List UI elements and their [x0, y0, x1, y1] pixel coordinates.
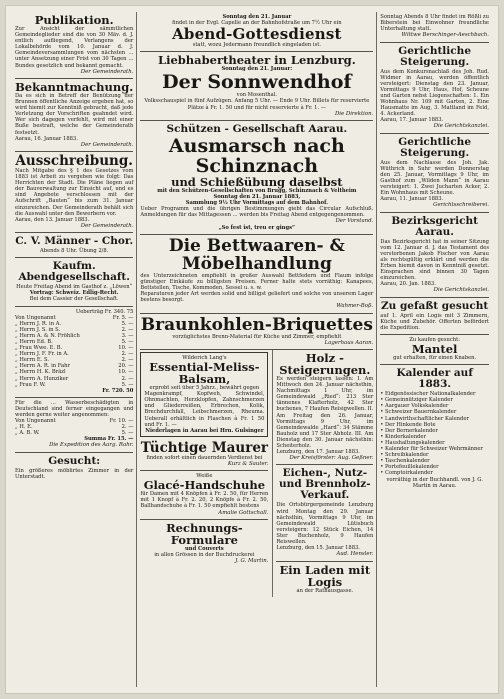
flood-row-label: Von Ungenannt	[15, 418, 56, 425]
tender-title: Ausschreibung.	[15, 153, 133, 169]
coat-title: Zu kaufen gesucht:	[409, 337, 460, 343]
flood-row-amount: 2. —	[121, 424, 134, 431]
donation-intro: Ueberträg Fr. 340. 75	[75, 308, 134, 315]
calendar-signature: vorräthig in der Buchhandl. von J. G. Martin in Aarau.	[386, 476, 483, 489]
evening-note: statt, wozu Jedermann freundlich eingeladen ist.	[192, 42, 321, 49]
calendar-title: Kalender auf 1883.	[396, 367, 473, 391]
theater-date: Sonntag den 21. Januar:	[221, 66, 293, 73]
donation-row-amount: 20. —	[118, 363, 134, 370]
inn-body: Sonntag Abends 8 Uhr findet im Rößli zu Biberstein bei Einwohner freundliche Unterhaltung statt.	[380, 14, 489, 33]
shop-sub: an der Rathausgasse.	[296, 587, 354, 594]
calendar-item: • Schreibkalender	[380, 452, 429, 459]
calendar-item: • Haushaltungskalender	[380, 439, 445, 446]
donation-row-label: „ Frau F. W.	[15, 381, 46, 388]
donation-row-amount: 2. —	[121, 375, 134, 382]
newspaper-page	[6, 6, 498, 693]
calendar-ad	[380, 365, 489, 492]
theater-play: Der Sonnwendhof	[162, 71, 352, 94]
donation-row-label: Von Ungenannt	[15, 314, 56, 321]
district-court-notice	[380, 213, 489, 298]
bedding-head: Die Bettwaaren- & Möbelhandlung	[168, 235, 345, 274]
calendar-item: • Gemeinnütziger Kalender	[380, 397, 453, 404]
evening-service-ad	[140, 12, 373, 52]
coat-wanted	[380, 335, 489, 365]
donation-row-amount: 10. —	[118, 345, 134, 352]
merchant-note: Bei dem Cassier der Gesellschaft.	[29, 296, 119, 303]
wood-signature: Der Kreisförster: Aug. Geßner.	[289, 455, 374, 462]
forms-ad	[140, 520, 268, 567]
announcement-title: Bekanntmachung.	[15, 79, 134, 94]
column-left	[12, 12, 137, 687]
shooting-body: Ueber Programm und die übrigen Bestimmungen giebt das Circular Aufschluß. Anmeldungen für das Mittagessen ... werden bis Freitag Abend entgegengenommen.	[140, 206, 374, 219]
donation-row-amount: 5. —	[121, 320, 134, 327]
court1-body: Aus dem Konkursnachlaß des Joh. Rud. Widmer in Aarau, werden öffentlich versteigert: Dienstag den 23. Januar, Vormittags 9 Uhr, Haus, Hof, Scheune und Garten nebst Liegenschaften: 1. Ein Wohnhaus Nr. 109 mit Garten, 2. Eine Hausmatte im Aug, 3. Mattland im Feld, 4. Ackerland.	[380, 68, 489, 118]
donation-rows	[15, 315, 133, 388]
bedding-note: Reparaturen jeder Art werden solid und billigst geliefert und solche von unserem Lager bestens besorgt.	[140, 291, 374, 304]
shooting-with: mit den Schützen-Gesellschaften von Brugg, Schinznach & Veltheim	[157, 187, 357, 194]
evening-top: Sonntag den 21. Januar	[222, 14, 292, 20]
shop-head: Ein Laden mit Logis	[279, 562, 371, 589]
wood-date: Lenzburg, den 17. Januar 1883.	[276, 449, 360, 456]
balsam-title: Wilderich Lang's	[182, 354, 227, 361]
court1-date: Aarau, 17. Januar 1883.	[380, 117, 444, 124]
tender-notice	[15, 152, 133, 233]
tender-body: Nach Mitgabe des § 1 des Gesetzes vom 1883 ist Arbeit zu vergeben wie folgt: Das Herrichten der Stadt. Die Pläne liegen auf der Bauverwaltung zur Einsicht auf, und es sind Angebote verschlossen mit der Aufschrift „Bauten“ bis zum 31. Januar einzureichen. Der Gemeinderath behält sich die Auswahl unter den Bewerbern vor.	[15, 168, 134, 217]
flood-body: Für die ... Wasserbeschädigten in Deutschland sind ferner eingegangen und werden gerne weiter angenommen:	[15, 399, 134, 419]
forms-head: Rechnungs-Formulare	[166, 520, 243, 547]
calendar-item: • Aargauer Volkskalender	[380, 403, 449, 410]
shooting-date: Sonntag den 21. Januar 1883,	[213, 194, 301, 201]
donation-row-amount: Fr. 5. —	[112, 314, 134, 321]
flood-row-label: „ A. B. W.	[15, 430, 40, 437]
tender-signature: Der Gemeinderath.	[80, 222, 134, 229]
merchant-title: Kaufm. Abendgesellschaft.	[18, 260, 130, 284]
choir-title: C. V. Männer - Chor.	[15, 235, 134, 248]
lodging-wanted	[380, 298, 489, 335]
announcement-signature: Der Gemeinderath.	[80, 141, 134, 148]
briquettes-head: Braunkohlen-Briquettes	[140, 314, 373, 335]
merchant-body: Heute Freitag Abend im Gasthof z. „Löwen“	[16, 284, 133, 291]
donation-row-label: „ Herrn Ed. B.	[15, 338, 53, 345]
announcement-notice	[15, 79, 133, 152]
publication-signature: Der Gemeinderath.	[80, 68, 134, 75]
donation-row-label: „ Herrn A. R. in Fahr	[15, 363, 70, 370]
flood-relief-notice	[15, 398, 133, 453]
bedding-furniture-ad	[140, 235, 373, 314]
district-body: Das Bezirksgericht hat in seiner Sitzung vom 12. Januar d. J. das Testament des verstorbenen Jakob Fischer von Aarau als rechtsgültig erklärt und werden die Erben hiemit davon in Kenntniß gesetzt. Einsprachen sind binnen 30 Tagen einzureichen.	[380, 238, 489, 282]
inset-left	[140, 350, 268, 597]
flood-rows	[15, 418, 133, 436]
donation-list	[15, 307, 133, 398]
theater-author: von Mosenthal.	[236, 92, 278, 99]
court2-signature: Gerichtsschreiberei.	[433, 202, 489, 209]
inset-right	[272, 350, 373, 597]
merchant-society-notice	[15, 258, 133, 306]
balsam-name: Essential-Meliss-Balsam,	[149, 360, 260, 387]
theater-signature: Die Direktion.	[334, 110, 374, 117]
donation-row-label: „ Herrn J. R. in A.	[15, 320, 62, 327]
flood-row-amount: 5. —	[121, 430, 134, 437]
calendar-item: • Portefeuillekalender	[380, 464, 439, 471]
calendar-list	[380, 391, 489, 476]
donation-total: Fr. 720. 50	[102, 387, 134, 394]
shooting-society-ad	[140, 121, 373, 235]
balsam-ad	[140, 352, 268, 437]
gloves-ad	[140, 471, 268, 520]
gloves-body: für Damen mit 4 Knöpfen à Fr. 2. 50, für Herren mit 1 Knopf à Fr. 2. 20, 2 Knöpfe à Fr. 2. 50, Ballhandschuhe à Fr. 1. 50 empfiehlt bestens	[140, 491, 269, 510]
calendar-item: • Kinderkalender	[380, 433, 426, 440]
announcement-body: Da es sich in Betreff der Benützung der Brunnen öffentliche Anzeige ergeben hat, so wird hiemit zur Kenntniß gebracht, daß jede Verletzung der Vorschriften geahndet wird. Wer sich dagegen verfehlt, wird mit einer Buße bestraft, welche der Gemeinderath festsetzt.	[15, 92, 134, 136]
wanted-body: Ein größeres möblirtes Zimmer in der Unterstadt.	[15, 467, 134, 480]
donation-row-label: „ Herrn J. S. in S.	[15, 326, 61, 333]
publication-body: Zur Ansicht der sämmtlichen Gemeindeglieder sind die von 30 Mäv. d. J. entlich aufliegend, Verlangens der Lokalbehörde vom 10. Januar d. J. Gemeindeversammlungen vom nächsten ... unter Ansetzung einer Frist von 30 Tagen ... Bundes gesetzlich und bekannt gemacht.	[15, 26, 134, 69]
lodging-body: auf 1. April ein Logis mit 3 Zimmern, Küche und Zubehör. Offerten befördert die Expedition.	[380, 312, 489, 331]
court2-body: Aus dem Nachlasse des Joh. Jak. Wüthrich in Suhr werden Donnerstag den 25. Januar, Vormittags 9 Uhr, im Gasthof zum „Wilden Mann“ in Aarau versteigert: 1. Zwei Jucharten Acker, 2. Ein Wohnhaus mit Scheune.	[380, 159, 489, 197]
court-auction-1	[380, 43, 489, 134]
wood-title: Holz - Steigerungen.	[279, 350, 371, 377]
column-right	[377, 12, 492, 687]
column-middle	[137, 12, 377, 687]
tender-date: Aarau, den 13. Januar 1883.	[15, 216, 90, 223]
oak-signature: Aud. Hensler.	[336, 551, 374, 558]
forms-body: in allen Grössen in der Buchdruckerei	[154, 551, 255, 558]
choir-sub: Abends 8 Uhr. Übung 2/8.	[40, 248, 109, 255]
evening-sub: findet in der Evgl. Capelle an der Bahnhofstraße um 7½ Uhr ein	[172, 20, 342, 27]
masons-signature: Kurz & Sauter.	[227, 460, 269, 467]
coat-body: gut erhalten, für einen Knaben.	[393, 355, 477, 362]
donation-row-amount: 3. —	[121, 332, 134, 339]
wood-body: Es werden steigern lassen: I. Am Mittwoch den 24. Januar nächsthin, Nachmittags 1 Uhr, im Gemeindewald „Ried“: 213 Ster tännenes Klafterholz, 42 Ster buchenes, 7 Haufen Reisigwellen. II. Am Freitag den 26. Januar, Vormittags 9 Uhr, im Gemeindewalde „Hard“: 34 Stämme Bauholz und 17 Ster Abholz. III. Am Dienstag den 30. Januar nächsthin: Scheiterholz.	[276, 375, 374, 449]
donation-row-label: „ Herrn E. S.	[15, 357, 49, 364]
flood-row-amount: Fr. 10. —	[109, 418, 134, 425]
calendar-item: • Taschenkalender	[380, 458, 430, 465]
gloves-signature: Amalie Gottschall.	[218, 509, 269, 516]
merchant-line: Vortrag: Schweiz. Edlig-Recht.	[29, 290, 119, 297]
donation-row-amount: 2. —	[121, 326, 134, 333]
calendar-item: • Eidgenössischer Nationalkalender	[380, 391, 476, 398]
oak-sale-ad	[276, 465, 373, 561]
court1-signature: Die Gerichtskanzlei.	[433, 123, 489, 130]
forms-signature: J. G. Martin.	[235, 558, 269, 565]
donation-row-label: „ Herrn H. K. Bräzl	[15, 369, 66, 376]
choir-notice	[15, 233, 133, 258]
court2-date: Aarau, 11. Januar 1883.	[380, 196, 444, 203]
donation-row-amount: 5. —	[121, 381, 134, 388]
shooting-head: Ausmarsch nach Schinznach	[168, 134, 345, 177]
donation-row-amount: 2. —	[121, 357, 134, 364]
shooting-title: Schützen - Gesellschaft Aarau.	[166, 122, 348, 135]
court2-title: Gerichtliche Steigerung.	[398, 135, 471, 159]
court-auction-2	[380, 134, 489, 213]
publication-title: Publikation.	[34, 13, 114, 27]
masons-body: finden sofort einen dauernden Verdienst bei	[146, 454, 263, 461]
court1-title: Gerichtliche Steigerung.	[398, 44, 471, 68]
masons-ad	[140, 439, 268, 471]
donation-row-label: „ Herrn A. Hunziker	[15, 375, 69, 382]
wanted-title: Gesucht:	[48, 454, 101, 467]
shooting-signature: Der Vorstand.	[335, 218, 374, 225]
donation-row-label: „ Herrn J. F. Fr. in A.	[15, 351, 69, 358]
donation-row-amount: 2. —	[121, 351, 134, 358]
balsam-body: Magenkrampf, Kopfweh, Schwindel, Ohnmachten, Herzklopfen, Zahnschmerzen und Gliederreißen, Erbrechen, Kolik, Brechdurchfall, Leibschmerzen, Rheuma. Ueberall erhältlich in Flaschen à Fr. 1 50 und Fr. 1. —	[144, 391, 265, 428]
flood-row-label: „ H. E.	[15, 424, 33, 431]
shooting-sub: und Schießübung daselbst	[171, 174, 343, 189]
calendar-item: • Der Hinkende Bote	[380, 421, 436, 428]
briquettes-signature: Lagerhaus Aaran.	[324, 339, 374, 346]
donation-row-amount: 5. —	[121, 338, 134, 345]
announcement-date: Aarau, 16. Januar 1883.	[15, 135, 78, 142]
gloves-top: Weiße	[196, 473, 213, 480]
publication-notice	[15, 12, 133, 79]
calendar-item: • Kalender für Schweizer Wehrmänner	[380, 446, 483, 453]
gloves-head: Glacé-Handschuhe	[143, 478, 266, 493]
donation-row-amount: 10. —	[118, 369, 134, 376]
balsam-sub: erprobt seit über 5 Jahrz., bewährt gegen	[149, 385, 260, 392]
coat-head: Mantel	[411, 342, 458, 357]
calendar-item: • Schweizer Bauernkalender	[380, 409, 457, 416]
inn-signature: Wittwe Berschinger-Aeschbach.	[401, 32, 489, 39]
forms-sub: und Couverts	[185, 545, 224, 552]
inn-notice	[380, 12, 489, 43]
two-column-ads	[140, 350, 373, 597]
shooting-meet: Sammlung 9½ Uhr Vormittags auf dem Bahnhof.	[185, 200, 328, 207]
shooting-motto: „So fest ist, treu er gings“	[218, 224, 295, 231]
oak-date: Lenzburg, den 15. Januar 1883.	[276, 545, 360, 552]
district-signature: Die Gerichtskanzlei.	[433, 287, 489, 294]
oak-title: Eichen-, Nutz- und Brennholz-Verkauf.	[279, 467, 371, 502]
flood-total: Summa Fr. 15. —	[84, 436, 134, 443]
briquettes-body: vorzüglichstes Brenn-Material für Küche und Zimmer, empfiehlt	[172, 333, 342, 340]
donation-row-label: „ Herrn A. & N. Fröhlich	[15, 332, 80, 339]
bedding-signature: Wahmer-Boß.	[336, 303, 374, 310]
wood-auction-ad	[276, 350, 373, 466]
district-title: Bezirksgericht Aarau.	[391, 214, 478, 238]
balsam-signature: Niederlagen in Aarau bei Hrn. Gulsinger	[145, 427, 264, 434]
theater-title: Liebhabertheater in Lenzburg.	[157, 53, 356, 68]
shop-ad	[276, 562, 373, 597]
theater-ad	[140, 52, 373, 121]
wanted-notice	[15, 453, 133, 483]
district-date: Aarau, 20. Jan. 1883.	[380, 281, 436, 288]
donation-row-label: „ Frau Wwe. E. B.	[15, 345, 63, 352]
briquettes-ad	[140, 314, 373, 350]
bedding-body: des Unterzeichneten empfiehlt in großer Auswahl Bettfedern und Flaum infolge günstiger Einkäufe zu billigsten Preisen. Ferner halte stets vorräthig: Kanapees, Bettstellen, Tische, Kommoden, Sessel u. s. w.	[140, 272, 374, 291]
calendar-item: • Comptoirkalender	[380, 470, 433, 477]
masons-head: Tüchtige Maurer	[140, 439, 269, 456]
calendar-item: • Landwirthschaftlicher Kalender	[380, 415, 469, 422]
flood-signature: Die Expedition des Aarg. Rahr.	[49, 442, 134, 449]
theater-body: Volksschauspiel in fünf Aufzügen. Anfang 5 Uhr. — Ende 9 Uhr. Billets für reservierte Plätze à Fr. 1. 50 und für nicht reservierte à Fr. 1. —	[144, 98, 370, 111]
calendar-item: • Der Bernerkalender	[380, 427, 438, 434]
lodging-title: Zu gefaßt gesucht	[381, 299, 489, 312]
evening-title: Abend-Gottesdienst	[172, 25, 342, 44]
oak-body: Die Ortsbürgergemeinde Lenzburg wird Montag den 29. Januar nächsthin, Vormittags 9 Uhr, im Gemeindewald Lütisbuch versteigern: 12 Stück Eichen, 14 Ster Buchenholz, 9 Haufen Reiswellen.	[276, 502, 374, 546]
page-columns	[12, 12, 492, 687]
